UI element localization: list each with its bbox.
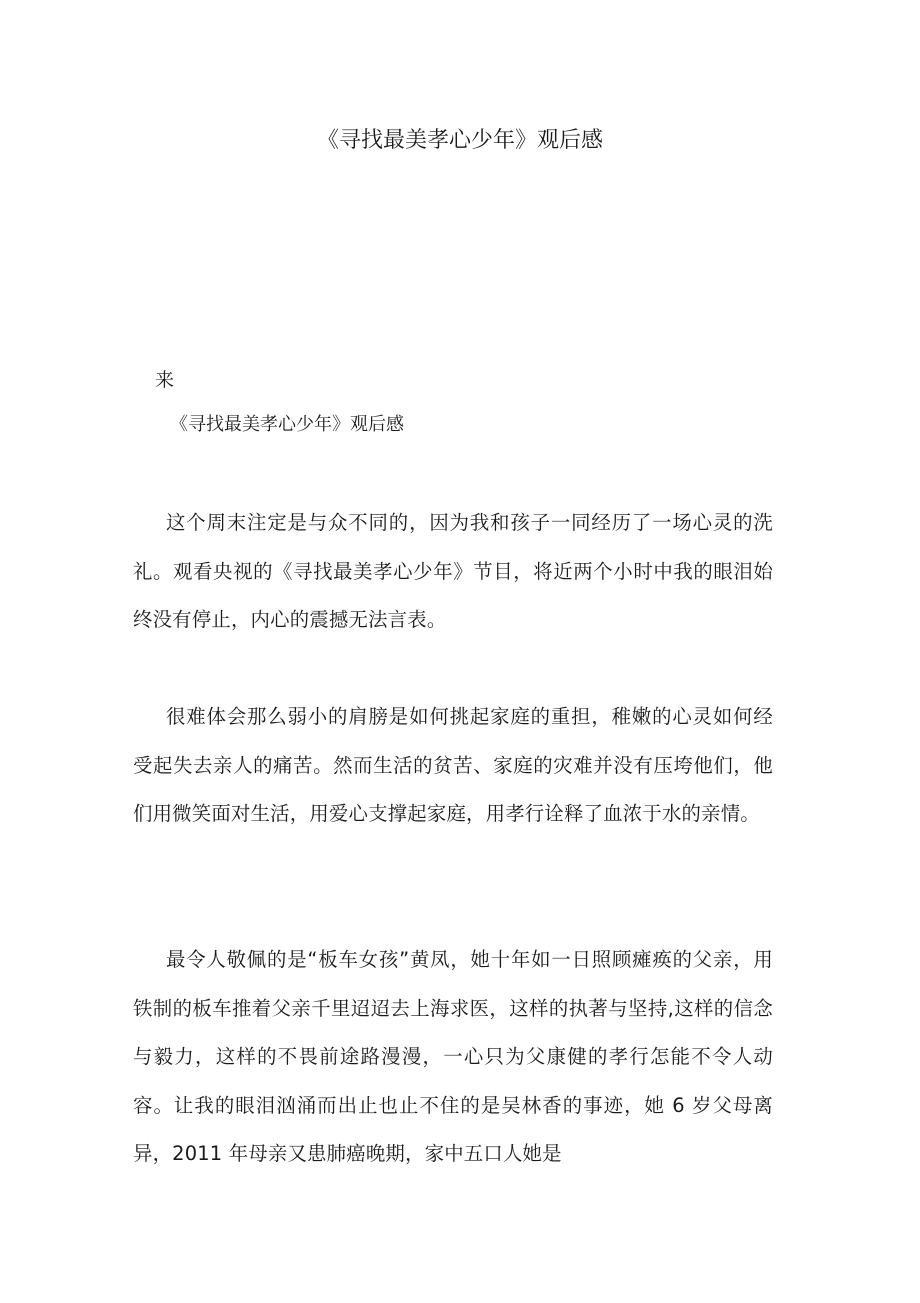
document-title: 《寻找最美孝心少年》观后感 xyxy=(316,128,603,153)
paragraph-2: 很难体会那么弱小的肩膀是如何挑起家庭的重担，稚嫩的心灵如何经受起失去亲人的痛苦。然而生活的贫苦、家庭的灾难并没有压垮他们，他们用微笑面对生活，用爱心支撑起家庭，用孝行诠释了血浓于水的亲情。 xyxy=(133,705,773,826)
document-subtitle: 《寻找最美孝心少年》观后感 xyxy=(170,414,404,435)
paragraph-1: 这个周末注定是与众不同的，因为我和孩子一同经历了一场心灵的洗礼。观看央视的《寻找最美孝心少年》节目，将近两个小时中我的眼泪始终没有停止，内心的震撼无法言表。 xyxy=(133,511,773,632)
stray-character: 来 xyxy=(155,369,175,391)
paragraph-3: 最令人敬佩的是“板车女孩”黄凤，她十年如一日照顾瘫痪的父亲，用铁制的板车推着父亲千里迢迢去上海求医，这样的执著与坚持,这样的信念与毅力，这样的不畏前途路漫漫，一心只为父康健的孝行怎能不令人动容。让我的眼泪汹涌而出止也止不住的是吴林香的事迹，她 6 岁父母离异，2011 年母亲又患肺癌晚期，家中五口人她是 xyxy=(133,948,773,1166)
